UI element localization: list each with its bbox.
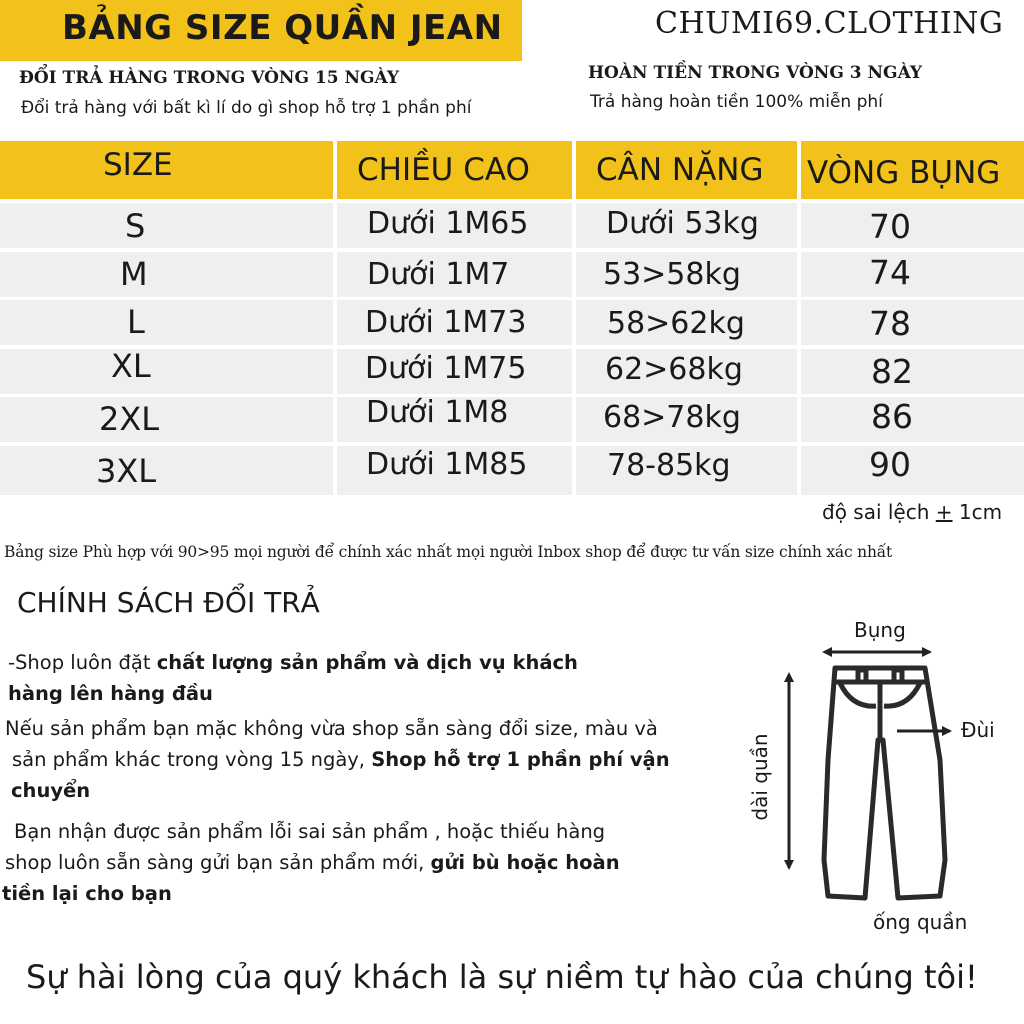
column-header-size: SIZE (103, 147, 173, 183)
tolerance-note (822, 500, 1002, 524)
cell-weight: 53>58kg (603, 257, 741, 292)
text: -Shop luôn đặt (8, 651, 157, 674)
cell-weight: 68>78kg (603, 400, 741, 435)
return-title: ĐỔI TRẢ HÀNG TRONG VÒNG 15 NGÀY (19, 68, 400, 88)
cell-height: Dưới 1M65 (367, 206, 529, 241)
bold-text: chuyển (11, 779, 91, 802)
bold-text: gửi bù hoặc hoàn (430, 851, 620, 874)
length-label: dài quần (748, 733, 772, 821)
cell-height: Dưới 1M75 (365, 351, 527, 386)
policy-paragraph-2: Nếu sản phẩm bạn mặc không vừa shop sẵn sàng đổi size, màu và (5, 717, 658, 740)
tolerance-value: 1cm (952, 500, 1003, 524)
text: shop luôn sẵn sàng gửi bạn sản phẩm mới, (5, 851, 431, 874)
column-divider (797, 141, 801, 495)
hem-label: ống quần (873, 910, 968, 934)
waist-label: Bụng (854, 618, 906, 642)
cell-size: 2XL (99, 400, 160, 438)
policy-paragraph-3: Bạn nhận được sản phẩm lỗi sai sản phẩm , hoặc thiếu hàng (14, 820, 606, 843)
refund-text: Trả hàng hoàn tiền 100% miễn phí (590, 92, 883, 112)
cell-height: Dưới 1M85 (366, 447, 528, 482)
policy-title: CHÍNH SÁCH ĐỔI TRẢ (17, 586, 320, 619)
cell-waist: 86 (871, 397, 913, 436)
policy-paragraph-1 (8, 647, 578, 678)
cell-waist: 74 (869, 253, 911, 292)
column-divider (572, 141, 576, 495)
cell-height: Dưới 1M73 (365, 305, 527, 340)
footer-slogan: Sự hài lòng của quý khách là sự niềm tự hào của chúng tôi! (26, 958, 978, 996)
text: sản phẩm khác trong vòng 15 ngày, (12, 748, 372, 771)
cell-weight: 62>68kg (605, 352, 743, 387)
cell-waist: 90 (869, 445, 911, 484)
cell-waist: 70 (869, 207, 911, 246)
column-header-waist: VÒNG BỤNG (807, 155, 1001, 191)
column-header-height: CHIỀU CAO (357, 152, 530, 188)
page-title: BẢNG SIZE QUẦN JEAN (62, 8, 503, 48)
policy-paragraph-3-cont (5, 847, 620, 878)
cell-weight: 78-85kg (607, 448, 731, 483)
column-header-weight: CÂN NẶNG (596, 152, 764, 188)
cell-weight: Dưới 53kg (606, 206, 759, 241)
cell-weight: 58>62kg (607, 306, 745, 341)
size-note: Bảng size Phù hợp với 90>95 mọi người để chính xác nhất mọi người Inbox shop để được tư vấn size chính xác nhất (4, 543, 893, 561)
cell-height: Dưới 1M7 (367, 257, 510, 292)
cell-waist: 82 (871, 352, 913, 391)
cell-size: XL (111, 347, 151, 385)
policy-paragraph-3-end (2, 878, 172, 909)
column-divider (333, 141, 337, 495)
bold-text: tiền lại cho bạn (2, 882, 172, 905)
cell-size: S (125, 207, 146, 245)
bold-text: Shop hỗ trợ 1 phần phí vận (371, 748, 670, 771)
brand-name: CHUMI69.CLOTHING (655, 6, 1004, 41)
bold-text: hàng lên hàng đầu (8, 682, 213, 705)
cell-waist: 78 (869, 304, 911, 343)
title-banner (0, 0, 522, 61)
refund-title: HOÀN TIỀN TRONG VÒNG 3 NGÀY (588, 63, 923, 83)
thigh-label: Đùi (961, 718, 995, 742)
tolerance-sign: + (935, 500, 953, 524)
cell-size: L (127, 303, 145, 341)
cell-height: Dưới 1M8 (366, 395, 509, 430)
jeans-measurement-diagram (740, 610, 1024, 940)
jeans-outline-icon (740, 610, 1024, 940)
bold-text: chất lượng sản phẩm và dịch vụ khách (156, 651, 578, 674)
policy-paragraph-1-cont (8, 678, 213, 709)
tolerance-prefix: độ sai lệch (822, 500, 936, 524)
cell-size: 3XL (96, 452, 157, 490)
policy-paragraph-2-cont (12, 744, 670, 775)
return-text: Đổi trả hàng với bất kì lí do gì shop hỗ trợ 1 phần phí (21, 98, 472, 118)
cell-size: M (120, 255, 148, 293)
policy-paragraph-2-end (11, 775, 90, 806)
